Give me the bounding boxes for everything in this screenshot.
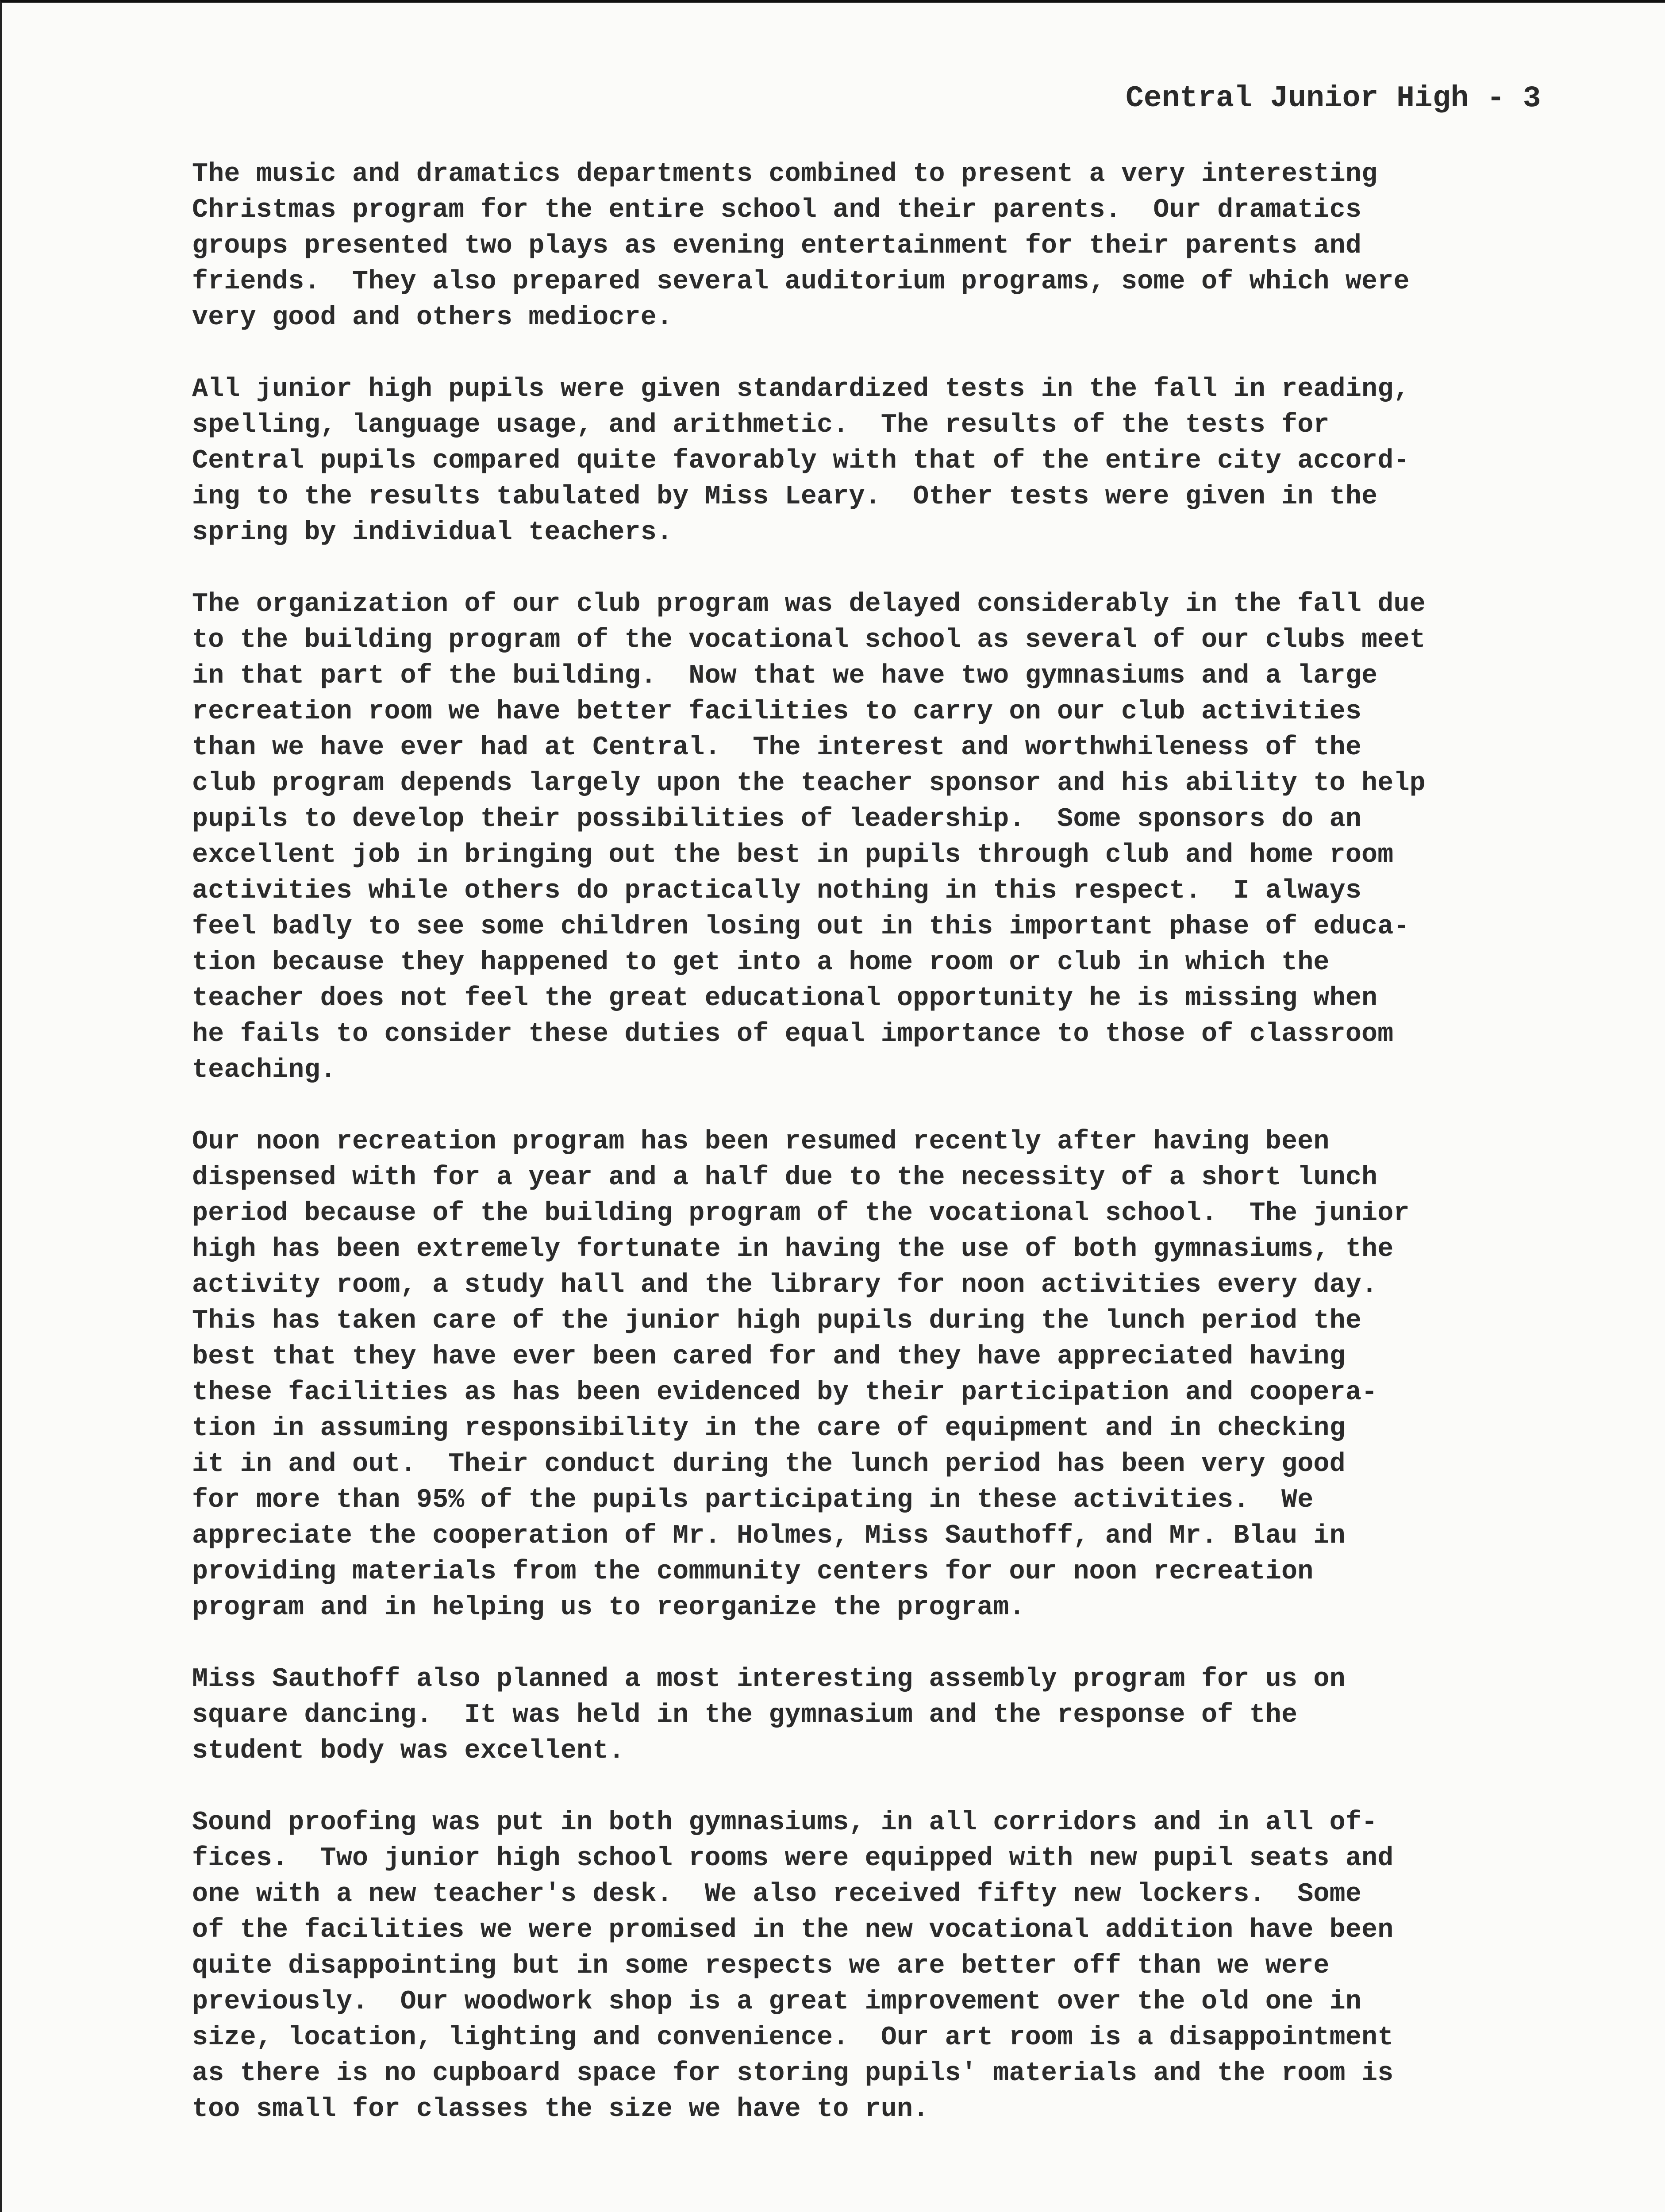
text-line: these facilities as has been evidenced by their participation and coopera-: [192, 1378, 1378, 1408]
text-line: high has been extremely fortunate in having the use of both gymnasiums, the: [192, 1234, 1394, 1264]
text-line: fices. Two junior high school rooms were equipped with new pupil seats and: [192, 1843, 1394, 1874]
text-line: in that part of the building. Now that we have two gymnasiums and a large: [192, 661, 1378, 691]
text-line: This has taken care of the junior high pupils during the lunch period the: [192, 1306, 1362, 1336]
text-line: student body was excellent.: [192, 1736, 625, 1766]
text-line: appreciate the cooperation of Mr. Holmes, Miss Sauthoff, and Mr. Blau in: [192, 1521, 1346, 1551]
text-line: excellent job in bringing out the best in pupils through club and home room: [192, 840, 1394, 870]
text-line: club program depends largely upon the teacher sponsor and his ability to help: [192, 768, 1426, 799]
text-line: teacher does not feel the great educational opportunity he is missing when: [192, 983, 1378, 1014]
paragraph-tests: [192, 372, 1573, 551]
paragraph-dramatics: [192, 157, 1573, 336]
text-line: best that they have ever been cared for and they have appreciated having: [192, 1342, 1346, 1372]
text-line: Miss Sauthoff also planned a most interesting assembly program for us on: [192, 1664, 1346, 1694]
document-body: [192, 157, 1573, 2163]
text-line: Our noon recreation program has been resumed recently after having been: [192, 1127, 1330, 1157]
text-line: program and in helping us to reorganize the program.: [192, 1593, 1025, 1623]
text-line: size, location, lighting and convenience. Our art room is a disappointment: [192, 2023, 1394, 2053]
text-line: for more than 95% of the pupils participating in these activities. We: [192, 1485, 1314, 1515]
text-line: Christmas program for the entire school and their parents. Our dramatics: [192, 195, 1362, 225]
text-line: spelling, language usage, and arithmetic. The results of the tests for: [192, 410, 1330, 440]
text-line: Sound proofing was put in both gymnasiums, in all corridors and in all of-: [192, 1808, 1378, 1838]
text-line: The organization of our club program was delayed considerably in the fall due: [192, 589, 1426, 619]
paragraph-facilities: [192, 1805, 1573, 2128]
text-line: dispensed with for a year and a half due to the necessity of a short lunch: [192, 1163, 1378, 1193]
text-line: groups presented two plays as evening entertainment for their parents and: [192, 231, 1362, 261]
text-line: teaching.: [192, 1055, 336, 1085]
text-line: Central pupils compared quite favorably with that of the entire city accord-: [192, 446, 1410, 476]
text-line: as there is no cupboard space for storing pupils' materials and the room is: [192, 2058, 1394, 2089]
text-line: ing to the results tabulated by Miss Leary. Other tests were given in the: [192, 482, 1378, 512]
text-line: activities while others do practically nothing in this respect. I always: [192, 876, 1362, 906]
text-line: The music and dramatics departments combined to present a very interesting: [192, 159, 1378, 189]
text-line: it in and out. Their conduct during the lunch period has been very good: [192, 1449, 1346, 1479]
text-line: feel badly to see some children losing out in this important phase of educa-: [192, 912, 1410, 942]
text-line: very good and others mediocre.: [192, 303, 673, 333]
text-line: All junior high pupils were given standardized tests in the fall in reading,: [192, 374, 1410, 404]
text-line: tion because they happened to get into a home room or club in which the: [192, 948, 1330, 978]
text-line: to the building program of the vocational school as several of our clubs meet: [192, 625, 1426, 655]
text-line: pupils to develop their possibilities of leadership. Some sponsors do an: [192, 804, 1362, 834]
page-header: Central Junior High - 3: [1126, 81, 1541, 115]
text-line: of the facilities we were promised in the new vocational addition have been: [192, 1915, 1394, 1945]
text-line: recreation room we have better facilities to carry on our club activities: [192, 697, 1362, 727]
text-line: providing materials from the community centers for our noon recreation: [192, 1557, 1314, 1587]
text-line: he fails to consider these duties of equal importance to those of classroom: [192, 1019, 1394, 1049]
text-line: previously. Our woodwork shop is a great improvement over the old one in: [192, 1987, 1362, 2017]
text-line: one with a new teacher's desk. We also received fifty new lockers. Some: [192, 1879, 1362, 1909]
text-line: tion in assuming responsibility in the care of equipment and in checking: [192, 1413, 1346, 1444]
text-line: period because of the building program of the vocational school. The junior: [192, 1198, 1410, 1229]
text-line: quite disappointing but in some respects we are better off than we were: [192, 1951, 1330, 1981]
text-line: than we have ever had at Central. The interest and worthwhileness of the: [192, 733, 1362, 763]
text-line: spring by individual teachers.: [192, 518, 673, 548]
paragraph-square-dancing: [192, 1662, 1573, 1769]
text-line: square dancing. It was held in the gymnasium and the response of the: [192, 1700, 1298, 1730]
text-line: activity room, a study hall and the library for noon activities every day.: [192, 1270, 1378, 1300]
text-line: too small for classes the size we have to run.: [192, 2094, 929, 2124]
paragraph-noon-recreation: [192, 1124, 1573, 1626]
text-line: friends. They also prepared several auditorium programs, some of which were: [192, 267, 1410, 297]
paragraph-club-program: [192, 587, 1573, 1088]
